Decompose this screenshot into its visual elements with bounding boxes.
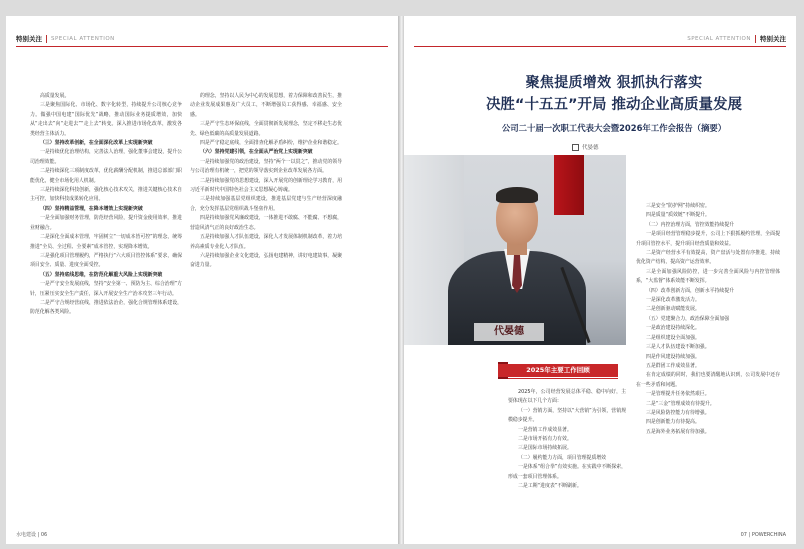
paragraph: 二是工期“进度表”不断刷新。 [518, 483, 582, 490]
paragraph: （四）坚持精益管理，在降本增效上实现新突破 [40, 205, 143, 212]
paragraph: 一是项目经营管理稳步提升，公司上下狠抓履约管理，全面提升项目管控水平，提升项目经营质量和效益。 [636, 231, 780, 247]
paragraph: 的理念，坚持以人民为中心的发展思想，着力保障和改善民生，推动企业发展成果惠及广大员工，不断增强员工获得感、幸福感、安全感。 [190, 93, 342, 118]
left-page [6, 16, 398, 544]
paragraph: 一是严守安全发展底线，坚持“安全第一、预防为主、综合治理”方针，压紧压实安全生产责任，深入开展安全生产治本攻坚三年行动。 [30, 281, 182, 297]
left-column-2 [190, 92, 342, 532]
nameplate: 代晏德 [474, 323, 544, 341]
paragraph: 二是“三金”管理成效有待提升。 [646, 400, 715, 407]
section-label-en: SPECIAL ATTENTION [51, 35, 115, 42]
paragraph: 一是深化改革激发活力。 [646, 297, 700, 304]
paragraph: 二是持续深化三项制度改革，优化薪酬分配机制，推进总部部门职能优化，健全市场化用人机制。 [30, 168, 182, 184]
paragraph: （五）党建聚合力，政治保障全面加强 [646, 315, 730, 322]
red-flag [554, 155, 584, 215]
section-label-en: SPECIAL ATTENTION [687, 35, 751, 42]
paragraph: （一）营销方面，坚持以“大营销”为引领，营销规模稳步提升。 [508, 407, 626, 424]
paragraph: （四）改革创新方面，创新水平持续提升 [646, 287, 735, 294]
paragraph: 五是群团工作成效显著。 [646, 362, 700, 369]
header-rule [16, 46, 388, 47]
paragraph: 三是风险防控能力有待增强。 [646, 409, 710, 416]
paragraph: （三）坚持改革创新，在全面深化改革上实现新突破 [40, 140, 153, 147]
paragraph: 三是全面加强风险防控，进一步完善全面风险与内控管理体系，“大监督”体系效能不断发挥。 [636, 268, 780, 285]
article-title-line1: 聚焦提质增效 狠抓执行落实 [525, 75, 703, 91]
paragraph: 二是组织建设全面加强。 [646, 334, 700, 341]
paragraph: 一是持续优化治理结构，完善法人治理，强化董事会建设，提升公司治理效能。 [30, 149, 182, 165]
paragraph: 四是质量“质效链”不断提升。 [646, 212, 710, 219]
section-label: 特别关注 [760, 35, 786, 43]
paragraph: 在肯定成绩的同时，我们也要清醒地认识到，公司发展中还存在一些矛盾和问题。 [636, 372, 780, 388]
banner-rule [508, 378, 618, 379]
paragraph: 三是严守生态环保底线，全面贯彻新发展理念，坚定不移走生态优先、绿色低碳的高质量发展道路。 [190, 121, 342, 137]
right-bottom-column [508, 388, 626, 538]
paragraph: 二是深化全面成本管理，牢固树立“一切成本皆可控”的理念，统筹推进“全员、全过程、全要素”成本管控，实现降本增效。 [30, 234, 182, 250]
author-byline [572, 143, 599, 151]
paragraph: 高质量发展。 [40, 93, 70, 99]
paragraph: 四是作风建设持续加强。 [646, 353, 700, 360]
right-page [404, 16, 796, 544]
paragraph: 一是营销工作成效显著。 [518, 426, 572, 433]
left-column-1 [30, 92, 182, 532]
paragraph: 一是管理提升任务依然艰巨。 [646, 391, 710, 398]
paragraph: （二）履约能力方面，项目管理提质增效 [518, 454, 607, 461]
paragraph: 四是持续加强党风廉政建设，一体推进不敢腐、不能腐、不想腐，营造风清气正的良好政治生态。 [190, 215, 342, 231]
paragraph: 三是人才队伍建设不断加强。 [646, 344, 710, 351]
paragraph: 二是创新驱动赋能发展。 [646, 306, 700, 313]
right-footer: 07 | POWERCHINA [740, 532, 786, 538]
paragraph: 二是持续加强党的思想建设，深入开展党的创新理论学习教育，用习近平新时代中国特色社会主义思想凝心铸魂。 [190, 177, 342, 194]
square-icon [572, 144, 579, 151]
paragraph: 三是安全“防护网”持续织密。 [646, 203, 710, 209]
paragraph: 四是创新能力有待提高。 [646, 419, 700, 426]
header-rule [414, 46, 786, 47]
paragraph: 一是全面加强财务管理，防范经营风险，提升资金使用效率，推进业财融合。 [30, 215, 182, 231]
article-subtitle: 公司二十届一次职工代表大会暨2026年工作会报告（摘要） [501, 123, 727, 133]
left-header [16, 34, 115, 43]
header-divider [46, 35, 47, 43]
paragraph: 三是持续深化科技创新，强化核心技术攻关，推进关键核心技术自主可控，加快科技成果转化应用。 [30, 187, 182, 203]
paragraph: 二是市场开拓有力有效。 [518, 436, 572, 443]
paragraph: 2025年，公司经营发展总体平稳、稳中向好，主要体现在以下几个方面： [508, 389, 626, 405]
paragraph: 四是严守稳定底线，全面排查化解矛盾纠纷，维护企业和谐稳定。 [200, 140, 342, 147]
paragraph: 三是强化项目管理履约，严格执行“六大项目管控体系”要求，确保项目安全、质量、进度全面受控。 [30, 252, 182, 269]
paragraph: 六是持续加强企业文化建设，弘扬电建精神，讲好电建故事，凝聚奋进力量。 [190, 252, 342, 269]
right-column [636, 202, 780, 538]
speaker-photo [404, 155, 626, 345]
paragraph: 二是严守合规经营底线，推进依法治企，强化合规管理体系建设，防范化解各类风险。 [30, 299, 182, 316]
right-header [687, 34, 786, 43]
paragraph: （五）坚持底线思维，在防范化解重大风险上实现新突破 [40, 271, 163, 278]
left-footer: 水电建设 | 06 [16, 532, 48, 538]
paragraph: 三是持续加强基层党组织建设，推进基层党建与生产经营深度融合，充分发挥基层党组织战斗堡垒作用。 [190, 196, 342, 212]
header-divider [755, 35, 756, 43]
paragraph: 一是持续加强党的政治建设，坚持“两个一以贯之”，推动党的领导与公司治理有机统一，把党的领导落实到企业改革发展各方面。 [190, 158, 342, 175]
paragraph: 一是体系“组合拳”有效实施。在实践中不断探索，形成一套项目管理体系。 [508, 464, 626, 480]
section-banner: 2025年主要工作回顾 [498, 364, 618, 377]
paragraph: 三是聚焦国际化、市场化、数字化转型，持续提升公司核心竞争力。做强中国电建“国际优先”战略，推动国际业务提质增效，加快从“走出去”向“走进去”“走上去”转变。深入推进市场化改革，激发各类经营主体活力。 [30, 102, 182, 137]
paragraph: 三是国际市场持续拓展。 [518, 445, 572, 452]
article-title-line2: 决胜“十五五”开局 推动企业高质量发展 [485, 97, 743, 113]
paragraph: 二是资产经营水平有效提高，资产盘活与处置有序推进，持续优化资产结构，提高资产运营效率。 [636, 250, 780, 266]
section-label: 特别关注 [16, 35, 42, 43]
paragraph: 五是海外业务拓展有待加强。 [646, 428, 710, 435]
hair [496, 187, 538, 203]
paragraph: （二）内控治理方面，管控效能持续提升 [646, 221, 735, 228]
paragraph: （六）坚持党建引领，在全面从严治党上实现新突破 [200, 149, 313, 156]
author-name: 代晏德 [582, 145, 599, 151]
paragraph: 五是持续加强人才队伍建设，深化人才发展体制机制改革，着力培养高素质专业化人才队伍。 [190, 234, 342, 250]
paragraph: 一是政治建设持续深化。 [646, 325, 700, 332]
